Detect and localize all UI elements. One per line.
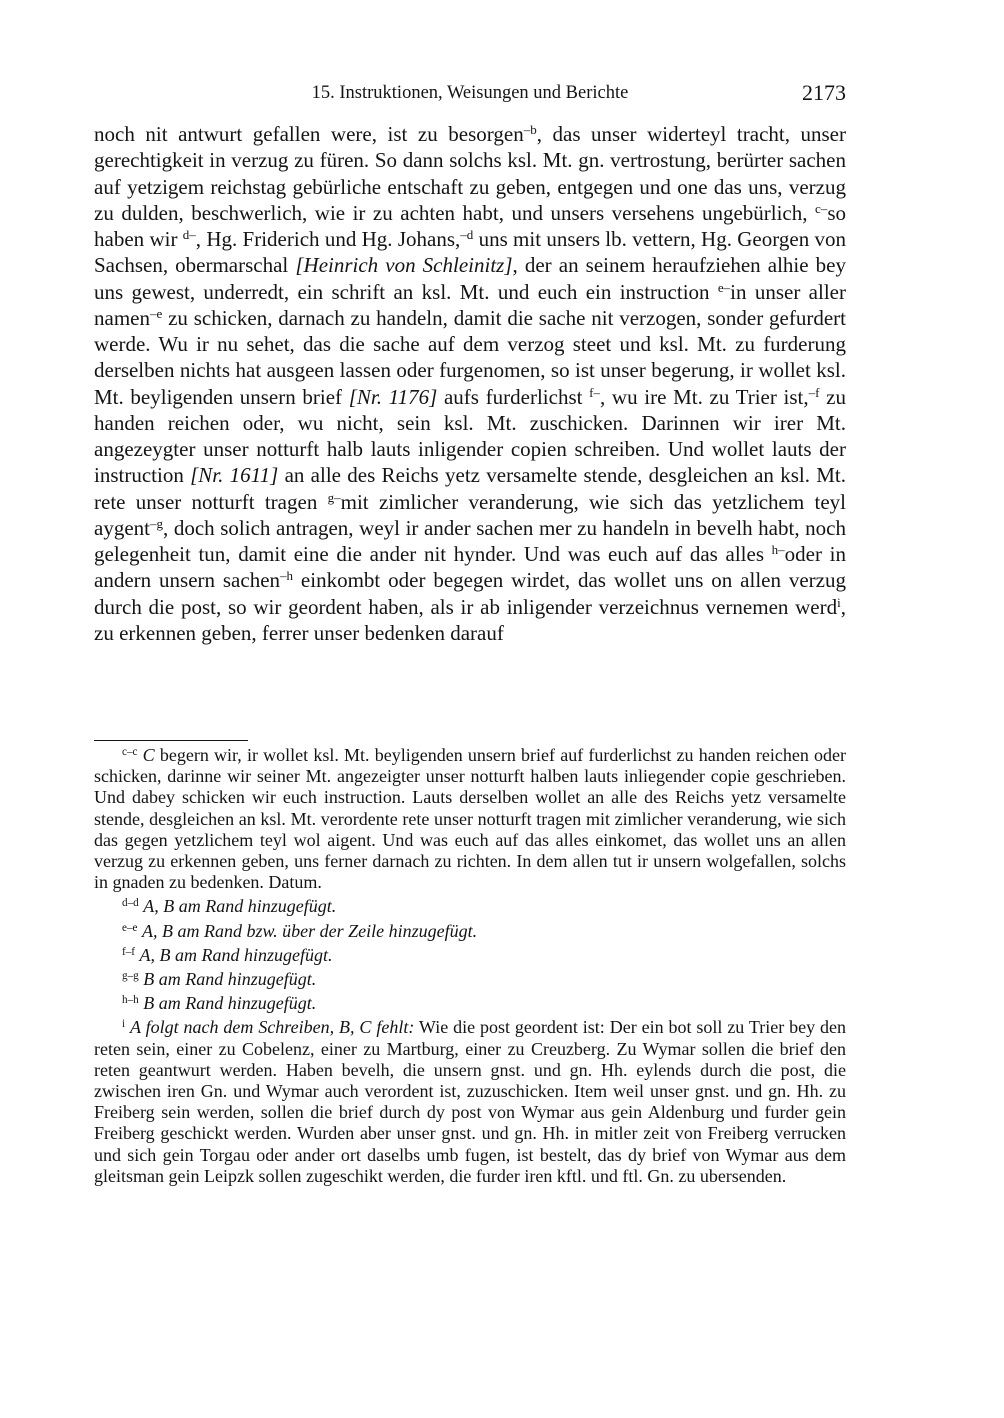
variant-marker: –e [149, 305, 163, 321]
variant-marker: –b [523, 121, 537, 137]
footnote-label: A folgt nach dem Schreiben, B, C fehlt: [130, 1017, 415, 1038]
footnote-label: C [142, 745, 155, 765]
running-header [94, 80, 846, 108]
text-run: einkombt oder begegen wirdet, das wollet uns on allen verzug durch die post, so wir geordent haben, als ir ab inligender verzeichnus vernemen werd [94, 568, 846, 619]
running-title: 15. Instruktionen, Weisungen und Berichte [311, 83, 629, 103]
text-run: zu schicken, darnach zu handeln, damit die sache nit verzogen, sonder gefurdert werde. Wu ir nu sehet, das die sache auf dem verzog steet und ksl. Mt. zu furderung derselben nichts hat ausgeen lassen oder furgenomen, so ist unser begerung, ir wollet ksl. Mt. beyligenden unsern brief [94, 305, 846, 409]
variant-marker: h– [771, 541, 785, 557]
footnote-i [94, 1017, 846, 1187]
variant-marker: f– [589, 384, 600, 400]
text-run: oder in andern unsern sachen [94, 542, 846, 593]
text-run: zu handen reichen oder, wu nicht, sein ksl. Mt. zuschicken. Darinnen wir irer Mt. angezeygter unser notturft halb lauts inligender copien schreiben. Und wollet lauts der instruction [94, 384, 846, 488]
footnote-g [94, 969, 846, 990]
footnote-marker: f–f [122, 945, 136, 958]
text-run: , Hg. Friderich und Hg. Johans, [195, 227, 461, 251]
footnote-d [94, 896, 846, 917]
footnote-label: A, B am Rand hinzugefügt. [143, 896, 337, 917]
variant-marker: –f [808, 384, 820, 400]
text-run: so haben wir [94, 200, 846, 251]
footnote-text: begern wir, ir wollet ksl. Mt. beyligenden unsern brief auf furderlichst zu handen reichen oder schicken, darinne wir seiner Mt. angezeigter unser notturft halben lauts inliegender copie geschrieben. Und dabey schicken wir euch instruction. Lauts derselben wollet an alle des Reichs yetz versamelte stende, desgleichen an ksl. Mt. verordente rete unser notturft tragen mit zimlicher veranderung, wie sich das gegen yetzlichem teyl wol aigent. Und was euch auf das alles einkomet, das wollet uns an allen verzug zu erkennen geben, uns ferner darnach zu richten. In dem allen tut ir unsern wolgefallen, solchs in gnaden zu bedenken. Datum. [94, 745, 847, 893]
variant-marker: d– [182, 226, 196, 242]
text-run: , das unser widerteyl tracht, unser gerechtigkeit in verzug zu füren. So dann solchs ksl. Mt. gn. vertrostung, berürter sachen auf yetzigem reichstag gebürliche entschaft zu geben, entgegen und one das uns, verzug zu dulden, beschwerlich, wie ir zu achten habt, und unsers versehens ungebürlich, [94, 122, 847, 225]
editorial-insert: [Nr. 1611] [190, 463, 279, 488]
variant-marker: i [837, 594, 841, 610]
text-run: , zu erkennen geben, ferrer unser bedenken darauf [94, 594, 846, 645]
footnote-marker: i [122, 1018, 126, 1031]
footnote-marker: d–d [122, 897, 139, 910]
footnote-label: B am Rand hinzugefügt. [143, 969, 317, 990]
footnote-label: B am Rand hinzugefügt. [143, 993, 317, 1014]
variant-marker: –d [460, 226, 474, 242]
footnote-label: A, B am Rand bzw. über der Zeile hinzugefügt. [141, 920, 478, 941]
variant-marker: c– [815, 200, 828, 216]
footnote-marker: g–g [122, 969, 139, 982]
text-run: mit zimlicher veranderung, wie sich das yetzlichem teyl aygent [94, 489, 846, 540]
text-run: , der an seinem heraufziehen alhie bey uns gewest, underredt, ein schrift an ksl. Mt. und euch ein instruction [94, 253, 846, 304]
footnote-marker: c–c [122, 745, 138, 758]
footnote-e [94, 921, 846, 942]
footnote-apparatus [94, 745, 846, 1190]
footnote-marker: e–e [122, 921, 138, 934]
editorial-insert: [Heinrich von Schleinitz] [295, 253, 513, 278]
footnote-text: Wie die post geordent ist: Der ein bot soll zu Trier bey den reten sein, einer zu Cobelenz, einer zu Martburg, einer zu Creuzberg. Zu Wymar sollen die brief den reten geantwurt werden. Haben bevelh, die unsern gnst. und gn. Hh. eylends durch die post, die zwischen iren Gn. und Wymar auch verordent ist, zuzuschicken. Item weil unser gnst. und gn. Hh. zu Freiberg sein werden, sollen die brief durch dy post von Wymar aus gein Aldenburg und furder gein Freiberg geschickt werden. Wurden aber unser gnst. und gn. Hh. in mitler zeit von Freiberg verrucken und sich gein Torgau oder ander ort daselbs umb fugen, ist bestelt, das dy brief von Wymar aus dem gleitsman gein Leipzk sollen zugeschikt werden, die furder iren kftl. und ftl. Gn. zu ubersenden. [94, 1017, 847, 1186]
editorial-insert: [Nr. 1176] [348, 384, 438, 409]
text-run: , doch solich antragen, weyl ir ander sachen mer zu handeln in bevelh habt, noch gelegenheit tun, damit eine die ander nit hynder. Und was euch auf das alles [94, 515, 846, 566]
main-paragraph [94, 121, 846, 646]
text-run: noch nit antwurt gefallen were, ist zu besorgen [94, 122, 524, 146]
variant-marker: –g [149, 515, 163, 531]
footnote-c [94, 745, 846, 893]
page-number: 2173 [802, 80, 846, 105]
footnote-marker: h–h [122, 994, 139, 1007]
text-run: uns mit unsers lb. vettern, Hg. Georgen von Sachsen, obermarschal [94, 227, 846, 278]
text-run: , wu ire Mt. zu Trier ist, [599, 384, 809, 409]
variant-marker: –h [280, 568, 294, 584]
variant-marker: e– [717, 279, 731, 295]
main-text [94, 121, 846, 646]
footnote-h [94, 993, 846, 1014]
variant-marker: g– [327, 489, 341, 505]
footnote-rule [94, 740, 248, 741]
text-run: aufs furderlichst [437, 384, 590, 409]
footnote-f [94, 945, 846, 966]
text-run: in unser aller namen [94, 279, 846, 330]
text-run: an alle des Reichs yetz versamelte stende, desgleichen an ksl. Mt. rete unser notturft tragen [94, 463, 846, 514]
footnote-label: A, B am Rand hinzugefügt. [139, 944, 333, 965]
